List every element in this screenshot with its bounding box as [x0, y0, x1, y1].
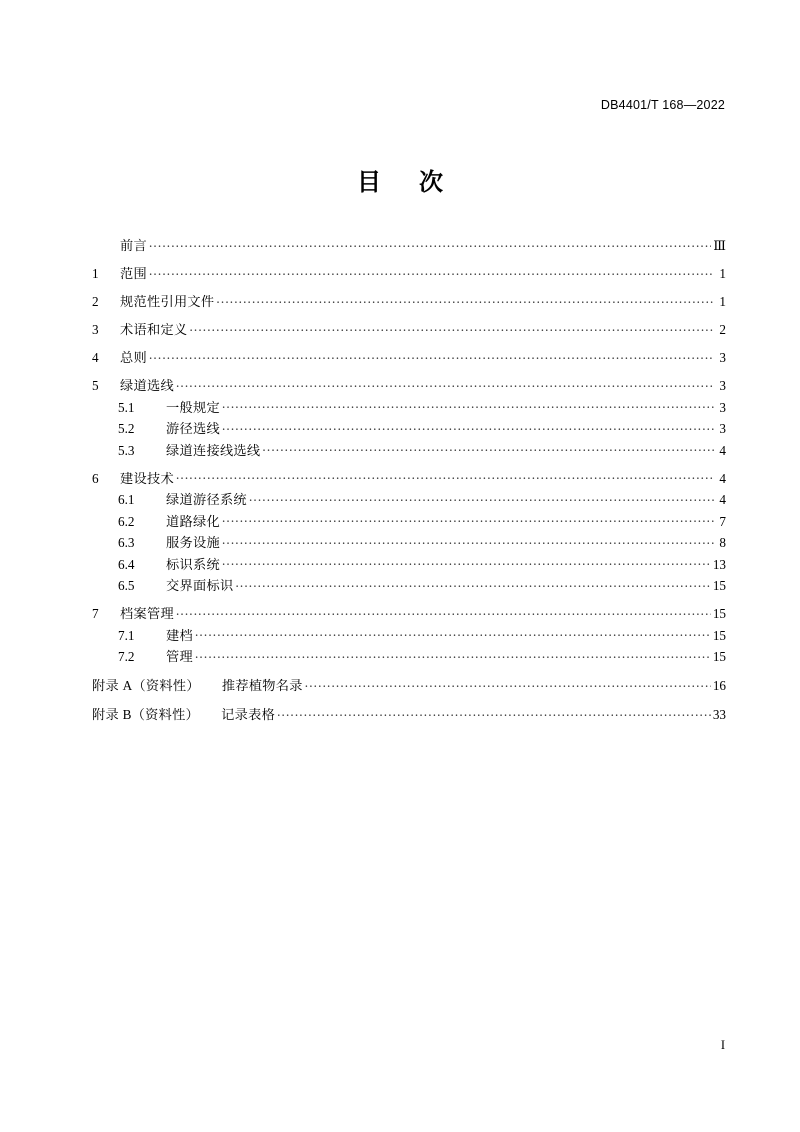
toc-entry-page-number: 15: [712, 649, 726, 664]
toc-entry-label: 游径选线: [166, 421, 220, 436]
toc-entry[interactable]: [92, 576, 726, 593]
toc-dot-leader: [176, 376, 714, 390]
toc-entry-number: 5: [92, 378, 99, 393]
toc-dot-leader: [222, 419, 714, 433]
toc-dot-leader: [149, 236, 711, 250]
toc-entry-page-number: 4: [719, 442, 726, 458]
toc-entry[interactable]: [92, 264, 726, 281]
toc-entry[interactable]: [92, 705, 726, 722]
toc-entry-label: 道路绿化: [166, 513, 220, 529]
toc-entry-number: 附录 B（资料性）: [92, 707, 200, 722]
toc-entry-number: 6.4: [118, 556, 135, 572]
toc-entry-page-number: 3: [719, 421, 726, 436]
toc-dot-leader: [222, 398, 714, 412]
toc-entry-page-number: 8: [719, 535, 726, 550]
toc-entry[interactable]: [92, 398, 726, 415]
toc-entry-label: 绿道选线: [120, 378, 174, 393]
toc-dot-leader: [149, 348, 714, 362]
toc-entry[interactable]: [92, 236, 726, 253]
toc-entry[interactable]: [92, 320, 726, 337]
toc-entry-number: 6.2: [118, 513, 135, 529]
toc-dot-leader: [222, 512, 714, 526]
toc-entry-number: 7: [92, 606, 99, 621]
toc-dot-leader: [235, 576, 710, 590]
toc-dot-leader: [216, 292, 714, 306]
page-title: 目 次: [357, 170, 459, 196]
toc-entry-label: 前言: [120, 238, 147, 253]
toc-entry-number: 5.1: [118, 399, 135, 415]
table-of-contents: [92, 236, 726, 722]
toc-dot-leader: [195, 626, 711, 640]
toc-entry-page-number: Ⅲ: [713, 238, 726, 253]
toc-entry-number: 7.2: [118, 649, 135, 664]
toc-entry-label: 推荐植物名录: [221, 678, 303, 693]
toc-entry-number: 6.1: [118, 492, 135, 507]
toc-entry[interactable]: [92, 441, 726, 458]
toc-entry[interactable]: [92, 292, 726, 309]
toc-entry-number: 6.5: [118, 578, 135, 593]
toc-entry[interactable]: [92, 490, 726, 507]
toc-entry[interactable]: [92, 376, 726, 393]
toc-entry[interactable]: [92, 419, 726, 436]
toc-entry[interactable]: [92, 533, 726, 550]
toc-dot-leader: [195, 647, 711, 661]
toc-entry-page-number: 4: [719, 492, 726, 507]
toc-entry-page-number: 15: [712, 578, 726, 593]
toc-entry-number: 4: [92, 350, 99, 365]
toc-entry-label: 一般规定: [166, 399, 220, 415]
toc-entry-page-number: 3: [719, 378, 726, 393]
toc-entry[interactable]: [92, 626, 726, 643]
toc-entry-number: 6: [92, 470, 99, 486]
toc-dot-leader: [222, 533, 714, 547]
toc-entry[interactable]: [92, 676, 726, 693]
toc-entry-number: 附录 A（资料性）: [92, 678, 200, 693]
toc-entry[interactable]: [92, 604, 726, 621]
toc-dot-leader: [176, 604, 711, 618]
toc-entry-number: 3: [92, 322, 99, 337]
toc-entry-label: 建档: [166, 627, 193, 643]
toc-entry-label: 范围: [120, 266, 147, 281]
page-footer: [75, 1038, 725, 1053]
toc-entry-label: 绿道游径系统: [166, 492, 247, 507]
toc-entry-label: 绿道连接线选线: [166, 442, 261, 458]
toc-entry-number: 2: [92, 294, 99, 309]
toc-entry-page-number: 33: [712, 707, 726, 722]
toc-dot-leader: [249, 490, 714, 504]
toc-entry[interactable]: [92, 469, 726, 486]
toc-entry-page-number: 15: [712, 606, 726, 621]
toc-entry-label: 交界面标识: [166, 578, 234, 593]
toc-entry-number: 1: [92, 266, 99, 281]
toc-entry-number: 7.1: [118, 627, 135, 643]
toc-entry-page-number: 4: [719, 470, 726, 486]
toc-entry-page-number: 2: [719, 322, 726, 337]
standard-code: DB4401/T 168—2022: [600, 98, 725, 112]
toc-entry-number: 5.3: [118, 442, 135, 458]
toc-entry-label: 档案管理: [120, 606, 174, 621]
toc-dot-leader: [277, 705, 711, 719]
toc-entry-label: 记录表格: [221, 707, 276, 722]
toc-entry-number: 6.3: [118, 535, 135, 550]
toc-entry-page-number: 16: [712, 678, 726, 693]
toc-entry-page-number: 1: [719, 266, 726, 281]
toc-entry[interactable]: [92, 512, 726, 529]
toc-dot-leader: [149, 264, 714, 278]
toc-entry[interactable]: [92, 555, 726, 572]
toc-dot-leader: [222, 555, 711, 569]
toc-entry-page-number: 1: [719, 294, 726, 309]
toc-entry-label: 标识系统: [166, 556, 220, 572]
toc-dot-leader: [176, 469, 714, 483]
toc-entry-label: 建设技术: [120, 470, 174, 486]
toc-entry[interactable]: [92, 647, 726, 664]
toc-entry-page-number: 3: [719, 350, 726, 365]
footer-page-number: I: [720, 1038, 725, 1052]
toc-entry-page-number: 15: [712, 627, 726, 643]
toc-entry-label: 管理: [166, 649, 193, 664]
toc-entry-label: 术语和定义: [120, 322, 188, 337]
toc-entry[interactable]: [92, 348, 726, 365]
toc-entry-label: 总则: [120, 350, 147, 365]
toc-entry-number: 5.2: [118, 421, 135, 436]
toc-entry-label: 规范性引用文件: [120, 294, 215, 309]
toc-entry-page-number: 3: [719, 399, 726, 415]
toc-entry-page-number: 7: [719, 513, 726, 529]
toc-dot-leader: [189, 320, 714, 334]
toc-dot-leader: [262, 441, 714, 455]
toc-entry-page-number: 13: [712, 556, 726, 572]
page-header: [75, 98, 725, 112]
toc-entry-label: 服务设施: [166, 535, 220, 550]
toc-dot-leader: [305, 676, 711, 690]
